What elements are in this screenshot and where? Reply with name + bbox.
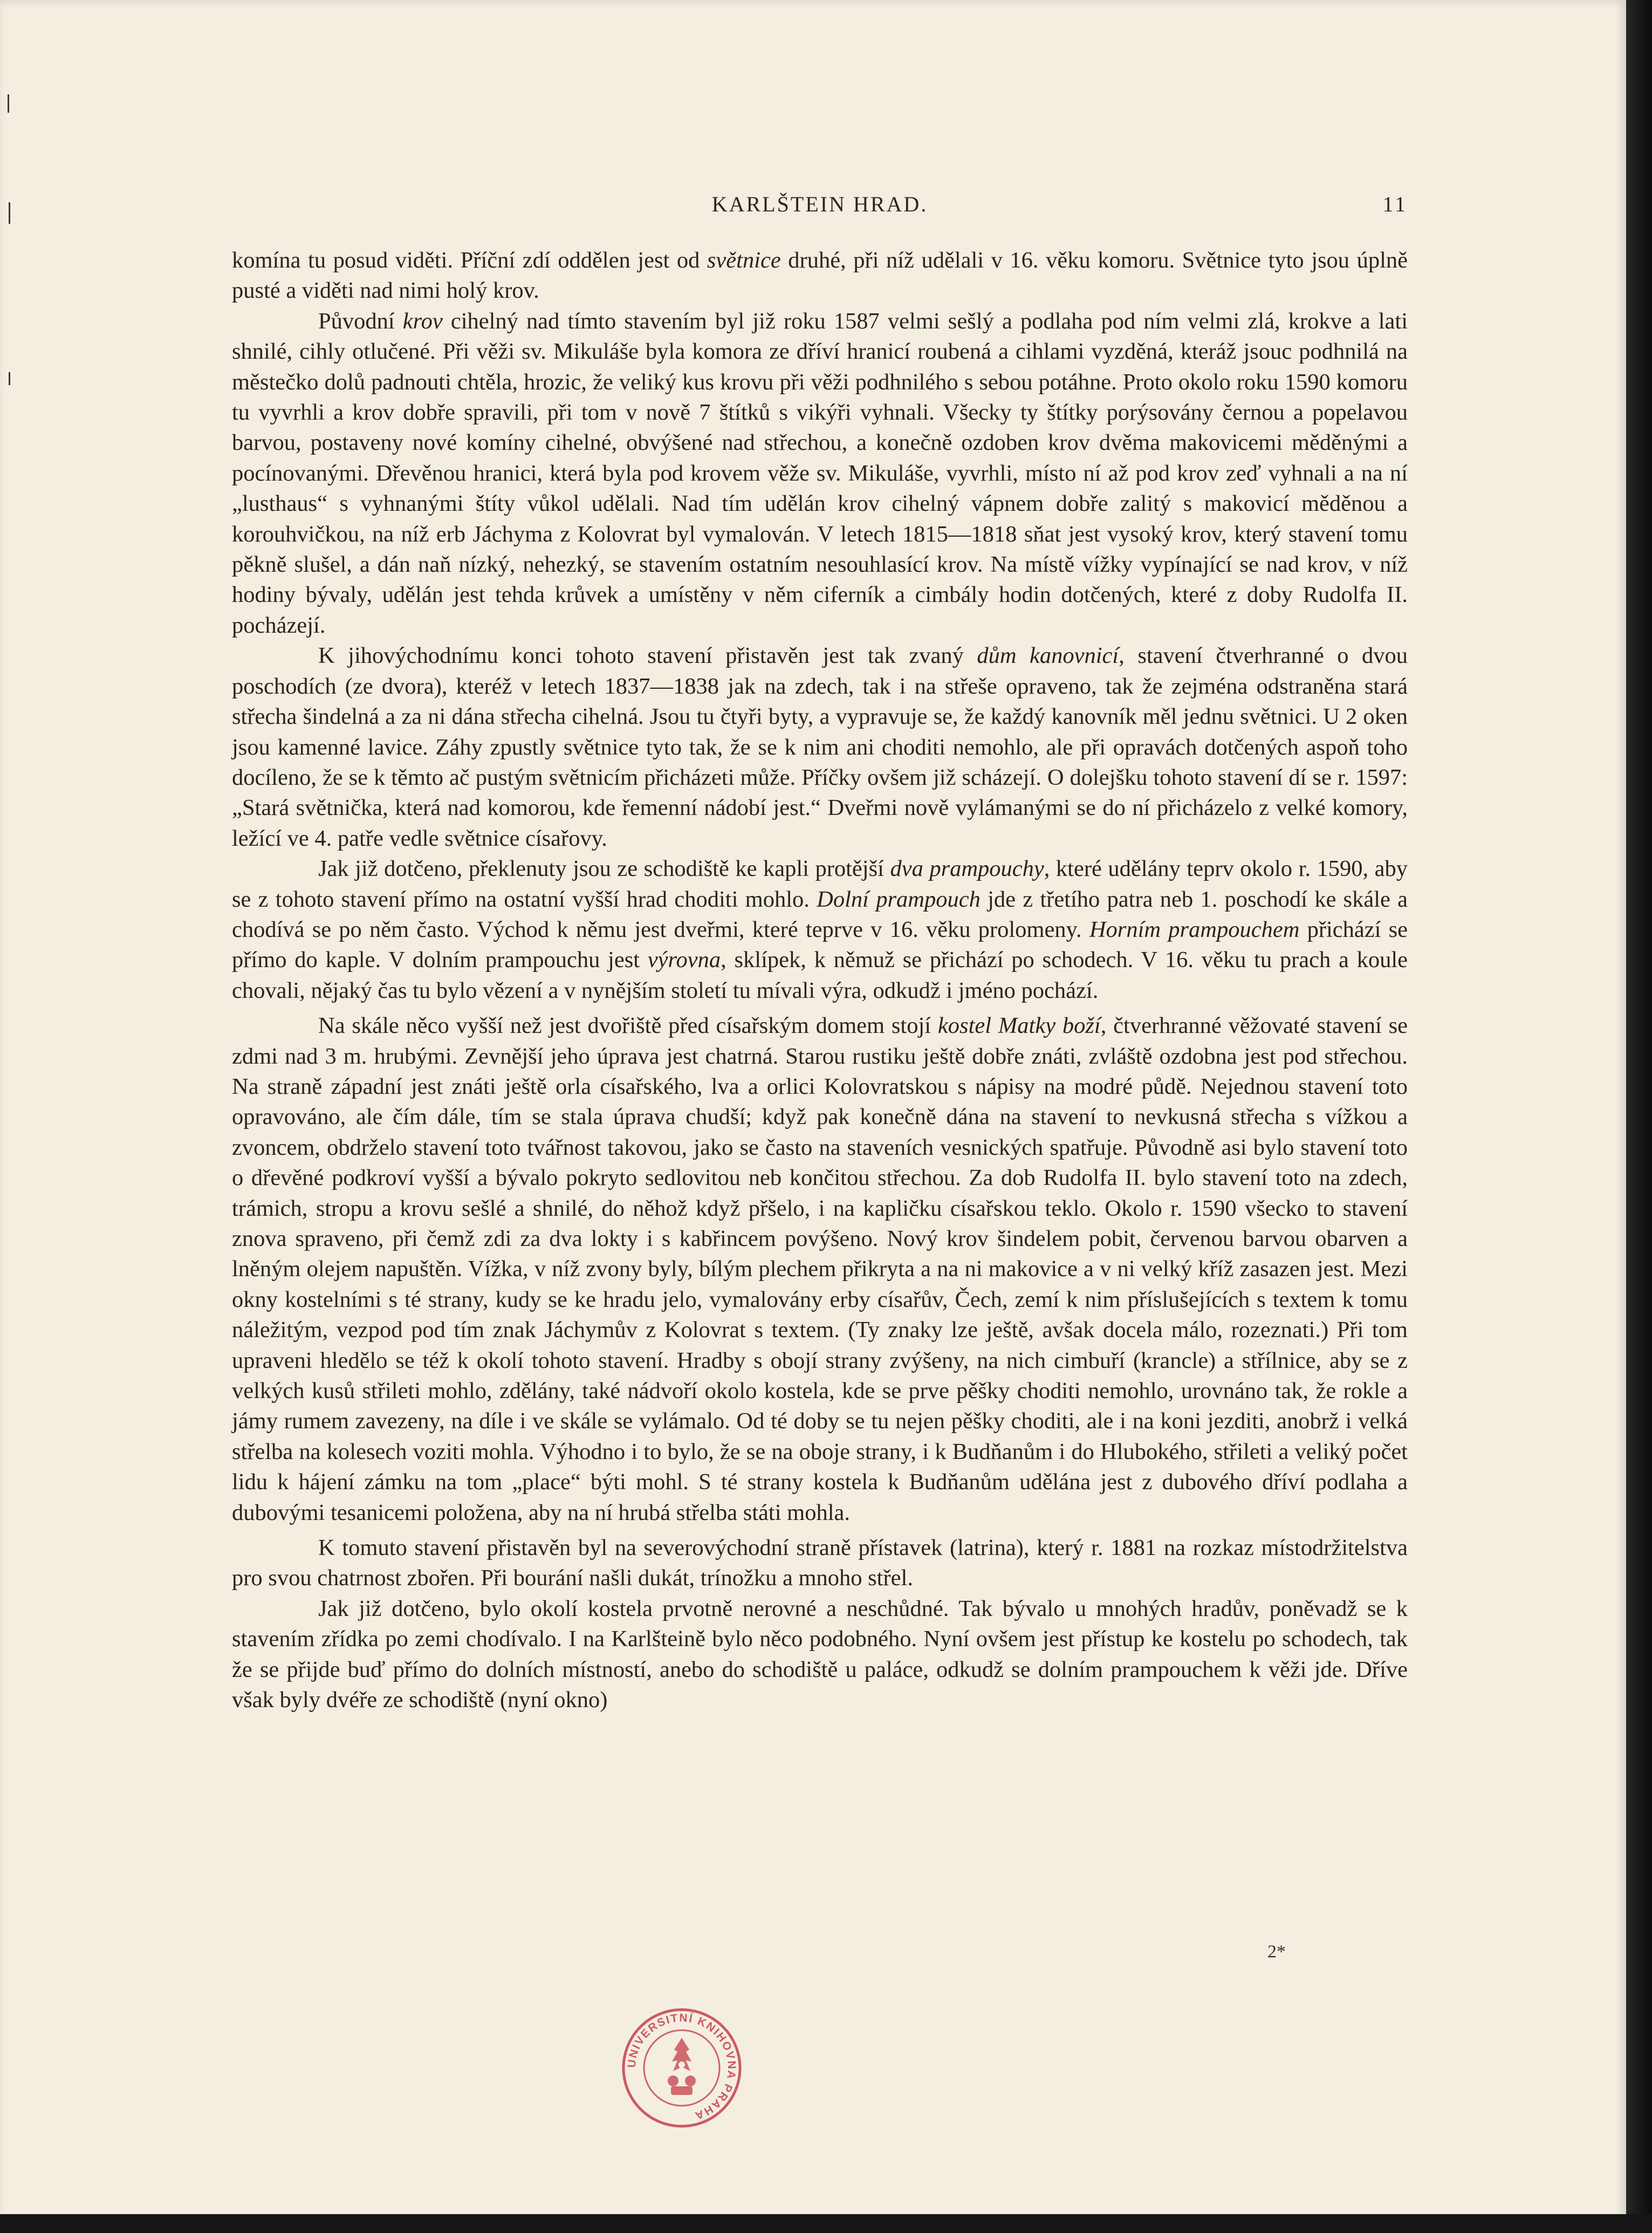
- text-run: , sklípek, k němuž se přichází po schodech. V 16. věku tu prach a koule chovali, nějaký čas tu bylo vězení a v nynějším století tu mívali výra, odkudž i jméno pochází.: [232, 947, 1408, 1003]
- stamp-emblem: [668, 2038, 696, 2095]
- text-run: K jihovýchodnímu konci tohoto stavení přistavěn jest tak zvaný: [318, 643, 977, 669]
- italic-term: kostel Matky boží: [937, 1013, 1101, 1039]
- italic-term: dva prampouchy: [890, 856, 1044, 882]
- text-run: K tomuto stavení přistavěn byl na severovýchodní straně přístavek (latrina), který r. 1881 na rozkaz místodržitelstva pro svou chatrnost zbořen. Při bourání našli dukát, trínožku a mnoho střel.: [232, 1535, 1408, 1591]
- text-run: komína tu posud viděti. Příční zdí oddělen jest od: [232, 248, 707, 273]
- paragraph: [232, 306, 1408, 641]
- paragraph: [232, 245, 1408, 306]
- italic-term: Horním prampouchem: [1089, 916, 1300, 942]
- library-stamp: [619, 2005, 744, 2131]
- text-run: druhé, při níž udělali v 16. věku komoru. Světnice tyto jsou úplně pusté a viděti nad nimi holý krov.: [232, 248, 1408, 304]
- text-run: Na skále něco vyšší než jest dvořiště před císařským domem stojí: [318, 1013, 938, 1039]
- stamp-text: UNIVERSITNÍ KNIHOVNA PRAHA: [625, 2011, 738, 2122]
- page-number: 11: [1382, 192, 1408, 216]
- text-run: Původní: [318, 308, 403, 334]
- paragraph: [232, 854, 1408, 1006]
- text-run: , čtverhranné věžovaté stavení se zdmi nad 3 m. hrubými. Zevnější jeho úprava jest chatrná. Starou rustiku ještě dobře znáti, zvláště ozdobna jest pod střechou. Na straně západní jest znáti ještě orla císařského, lva a orlici Kolovratskou s nápisy na modré půdě. Nejednou stavení toto opravováno, ale čím dále, tím se stala úprava chudší; když pak konečně dána na stavení to nevkusná střecha s vížkou a zvoncem, obdrželo stavení toto tvářnost takovou, jako se často na staveních vesnických spatřuje. Původně asi bylo stavení toto o dřevěné podkroví vyšší a bývalo pokryto sedlovitou neb končitou střechou. Za dob Rudolfa II. bylo stavení toto na zdech, trámich, stropu a krovu sešlé a shnilé, do něhož když přšelo, i na kapličku císařskou teklo. Okolo r. 1590 všecko to stavení znova spraveno, při čemž zdi za dva lokty i s kabřincem povýšeno. Nový krov šindelem pobit, červenou barvou obarven a lněným olejem napuštěn. Vížka, v níž zvony byly, bílým plechem přikryta a na ni makovice a v ni velký kříž zasazen jest. Mezi okny kostelními s té strany, kudy se ke hradu jelo, vymalovány erby císařův, Čech, zemí k nim příslušejících s textem k tomu náležitým, vezpod pod tím znak Jáchymův z Kolovrat s textem. (Ty znaky lze ještě, avšak docela málo, rozeznati.) Při tom upraveni hledělo se též k okolí tohoto stavení. Hradby s obojí strany zvýšeny, na nich cimbuří (krancle) a střílnice, aby se z velkých kusů střileti mohlo, zdělány, také nádvoří okolo kostela, kde se prve pěšky choditi nemohlo, urovnáno tak, že rokle a jámy rumem zavezeny, na díle i ve skále se vylámalo. Od té doby se tu nejen pěšky choditi, ale i na koni jezditi, anobrž i velká střelba na kolesech voziti mohla. Výhodno i to bylo, že se na oboje strany, i k Budňanům i do Hlubokého, střileti a veliký počet lidu k hájení zámku na tom „place“ býti mohl. S té strany kostela k Budňanům udělána jest z dubového dříví podlaha a dubovými tesanicemi položena, aby na ní hrubá střelba státi mohla.: [232, 1013, 1408, 1525]
- paragraph: [232, 641, 1408, 854]
- italic-term: dům kanovnicí: [977, 643, 1119, 669]
- scan-border-bottom: [0, 2214, 1652, 2233]
- running-title: KARLŠTEIN HRAD.: [711, 192, 928, 216]
- text-run: , které udělány teprv okolo r. 1590, aby se z tohoto stavení přímo na ostatní vyšší hrad choditi mohlo.: [232, 856, 1408, 912]
- paragraph: [232, 1594, 1408, 1716]
- binding-mark: [9, 202, 10, 224]
- page-header: [232, 191, 1408, 224]
- paragraph: [232, 1533, 1408, 1594]
- italic-term: světnice: [707, 248, 781, 273]
- signature-mark: 2*: [1267, 1942, 1286, 1962]
- text-run: cihelný nad tímto stavením byl již roku 1587 velmi sešlý a podlaha pod ním velmi zlá, krokve a lati shnilé, cihly otlučené. Při věži sv. Mikuláše byla komora ze dříví hranicí roubená a cihlami vyzděná, kteráž jsouc podhnilá na městečko dolů padnouti chtěla, hrozic, že veliký kus krovu při věži podhnilého s sebou potáhne. Proto okolo roku 1590 komoru tu vyvrhli a krov dobře spravili, při tom v nově 7 štítků s vikýři vyhnali. Všecky ty štítky porýsovány černou a popelavou barvou, postaveny nové komíny cihelné, obvýšené nad střechou, a konečně ozdoben krov dvěma makovicemi měděnými a pocínovanými. Dřevěnou hranici, která byla pod krovem věže sv. Mikuláše, vyvrhli, místo ní až pod krov zeď vyhnali a na ní „lusthaus“ s vyhnanými štíty vůkol udělali. Nad tím udělán krov cihelný vápnem dobře zalitý s makovicí měděnou a korouhvičkou, na níž erb Jáchyma z Kolovrat byl vymalován. V letech 1815—1818 sňat jest vysoký krov, který stavení tomu pěkně slušel, a dán naň nízký, nehezký, se stavením ostatním nesouhlasící krov. Na místě vížky vypínající se nad krov, v níž hodiny bývaly, udělán jest tehda krůvek a umístěny v něm ciferník a cimbály hodin dotčených, které z doby Rudolfa II. pocházejí.: [232, 308, 1408, 638]
- italic-term: Dolní prampouch: [817, 886, 981, 912]
- italic-term: výrovna: [647, 947, 721, 973]
- paragraph: [232, 1011, 1408, 1528]
- body-text: [232, 245, 1408, 1716]
- scan-border-right: [1626, 0, 1652, 2233]
- text-run: , stavení čtverhranné o dvou poschodích (ze dvora), kteréž v letech 1837—1838 jak na zdech, tak i na střeše opraveno, tak že zejména odstraněna stará střecha šindelná a za ni dána střecha cihelná. Jsou tu čtyři byty, a vypravuje se, že každý kanovník měl jednu světnici. U 2 oken jsou kamenné lavice. Záhy zpustly světnice tyto tak, že se k nim ani choditi nemohlo, ale při opravách dotčených aspoň toho docíleno, že se k těmto ač pustým světnicím přicházeti může. Příčky ovšem již scházejí. O dolejšku tohoto stavení dí se r. 1597: „Stará světnička, která nad komorou, kde řemenní nádobí jest.“ Dveřmi nově vylámanými se do ní přicházelo z velké komory, ležící ve 4. patře vedle světnice císařovy.: [232, 643, 1408, 851]
- text-run: jde z třetího patra neb 1. poschodí ke skále a chodívá se po něm často. Východ k němu jest dveřmi, které teprve v 16. věku prolomeny.: [232, 886, 1408, 942]
- binding-mark: [8, 94, 9, 113]
- text-run: Jak již dotčeno, překlenuty jsou ze schodiště ke kapli protější: [318, 856, 890, 882]
- text-run: přichází se přímo do kaple. V dolním prampouchu jest: [232, 916, 1408, 973]
- text-run: Jak již dotčeno, bylo okolí kostela prvotně nerovné a neschůdné. Tak bývalo u mnohých hradův, poněvadž se k stavením zřídka po zemi chodívalo. I na Karlšteině bylo něco podobného. Nyní ovšem jest přístup ke kostelu po schodech, tak že se přijde buď přímo do dolních místností, anebo do schodiště u paláce, odkudž se dolním prampouchem k věži jde. Dříve však byly dvéře ze schodiště (nyní okno): [232, 1595, 1408, 1713]
- italic-term: krov: [402, 308, 443, 334]
- binding-mark: [9, 372, 10, 385]
